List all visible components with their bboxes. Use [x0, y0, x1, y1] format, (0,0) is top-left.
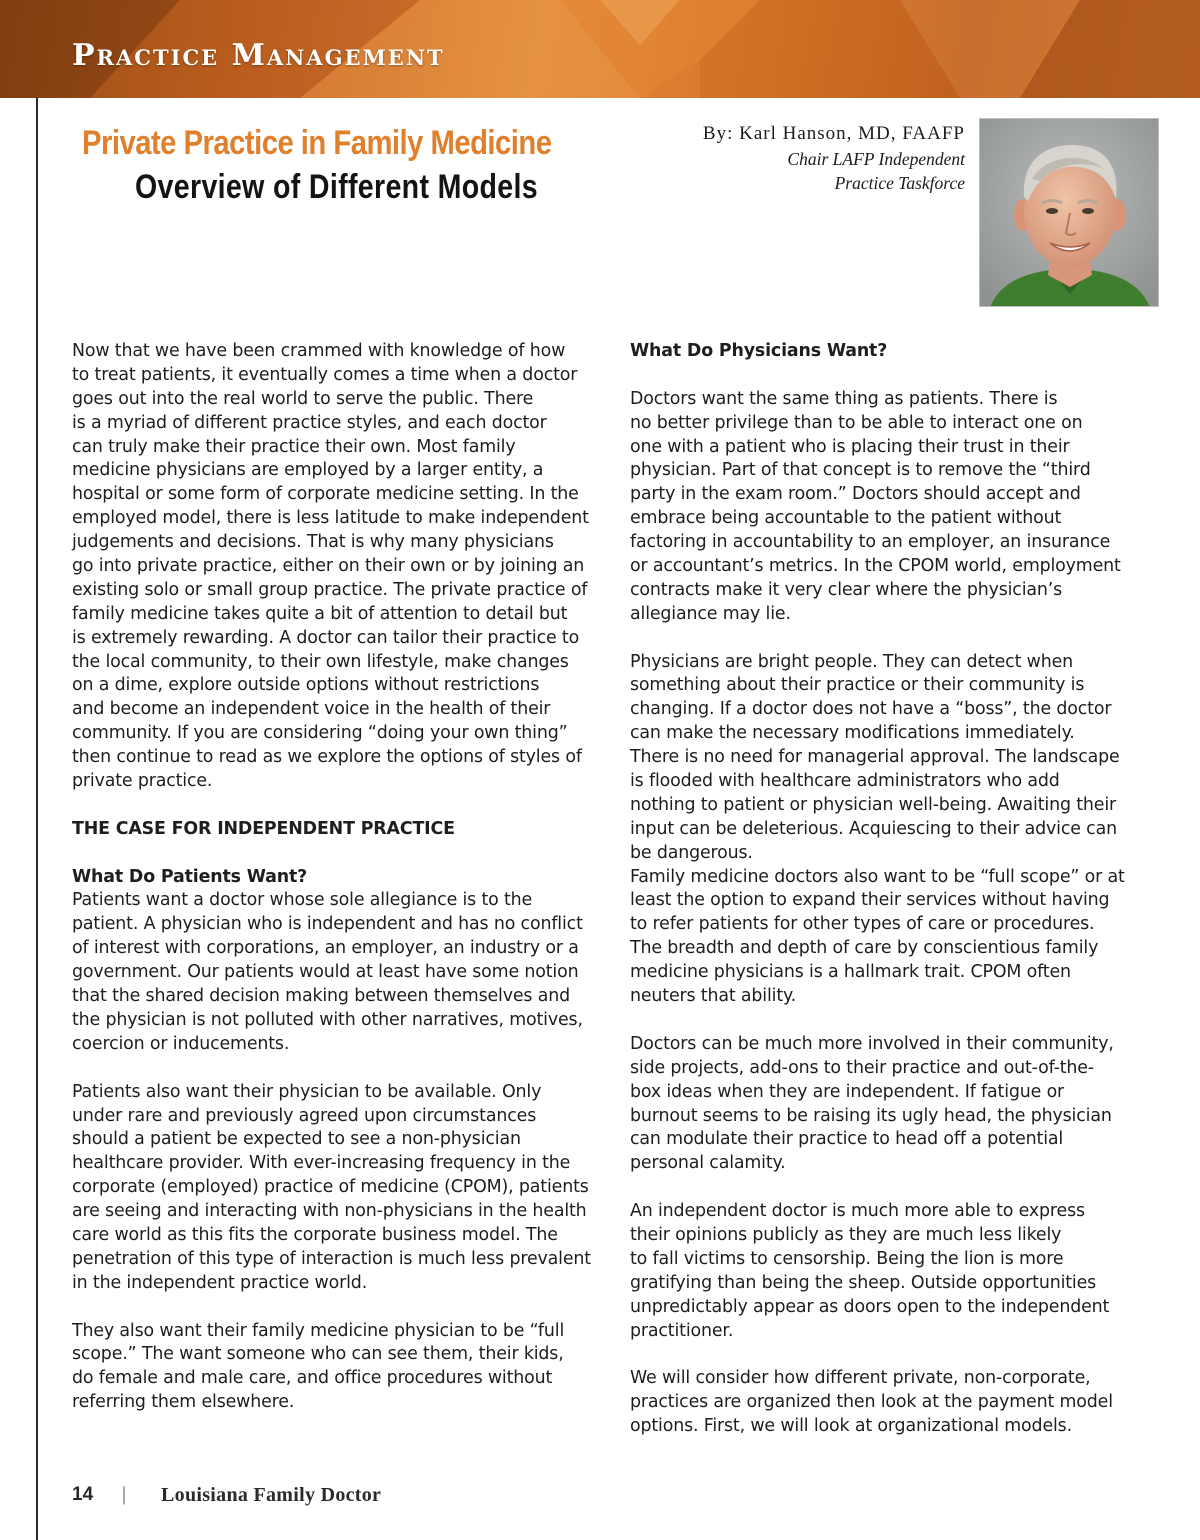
body-text-line: They also want their family medicine physician to be “full [72, 1320, 565, 1341]
body-text-line: practices are organized then look at the payment model [630, 1392, 1113, 1413]
body-text-line: is extremely rewarding. A doctor can tailor their practice to [72, 627, 580, 648]
body-text-line: embrace being accountable to the patient without [630, 508, 1062, 529]
paragraph-gap [630, 627, 1170, 651]
body-text-line: family medicine takes quite a bit of attention to detail but [72, 603, 568, 624]
article-title: Private Practice in Family Medicine [82, 124, 552, 162]
body-text-line: coercion or inducements. [72, 1033, 290, 1054]
body-text-line: to fall victims to censorship. Being the lion is more [630, 1248, 1064, 1269]
body-text-line: and become an independent voice in the health of their [72, 699, 551, 720]
body-text-line: contracts make it very clear where the physician’s [630, 579, 1063, 600]
body-text-line: care world as this fits the corporate business model. The [72, 1224, 558, 1245]
body-text-line: changing. If a doctor does not have a “boss”, the doctor [630, 699, 1112, 720]
body-text-line: side projects, add-ons to their practice and out-of-the- [630, 1057, 1094, 1078]
body-text-line: Physicians are bright people. They can detect when [630, 651, 1074, 672]
body-text-line: neuters that ability. [630, 986, 797, 1007]
paragraph-gap [72, 1296, 612, 1320]
body-text-line: allegiance may lie. [630, 603, 791, 624]
body-text-line: corporate (employed) practice of medicine (CPOM), patients [72, 1177, 589, 1198]
section-heading: THE CASE FOR INDEPENDENT PRACTICE [72, 818, 455, 839]
body-text-line: one with a patient who is placing their trust in their [630, 436, 1070, 457]
body-text-line: factoring in accountability to an employer, an insurance [630, 532, 1111, 553]
body-text-line: unpredictably appear as doors open to the independent [630, 1296, 1110, 1317]
body-text-line: judgements and decisions. That is why many physicians [72, 532, 554, 553]
body-text-line: something about their practice or their community is [630, 675, 1085, 696]
body-text-line: medicine physicians are employed by a larger entity, a [72, 460, 544, 481]
body-text-line: There is no need for managerial approval. The landscape [630, 747, 1120, 768]
body-text-line: Family medicine doctors also want to be “full scope” or at [630, 866, 1125, 887]
body-text-line: no better privilege than to be able to interact one on [630, 412, 1083, 433]
left-margin-rule [36, 98, 38, 1540]
body-text-line: be dangerous. [630, 842, 753, 863]
body-text-line: healthcare provider. With ever-increasing frequency in the [72, 1153, 571, 1174]
body-text-line: Doctors can be much more involved in their community, [630, 1033, 1114, 1054]
body-text-line: patient. A physician who is independent and has no conflict [72, 914, 583, 935]
article-subtitle: Overview of Different Models [135, 168, 538, 206]
body-text-line: to treat patients, it eventually comes a time when a doctor [72, 364, 578, 385]
body-text-line: of interest with corporations, an employer, an industry or a [72, 938, 579, 959]
body-text-line: goes out into the real world to serve the public. There [72, 388, 534, 409]
body-text-line: do female and male care, and office procedures without [72, 1368, 553, 1389]
body-text-line: go into private practice, either on their own or by joining an [72, 556, 585, 577]
body-text-line: employed model, there is less latitude to make independent [72, 508, 589, 529]
body-text-line: their opinions publicly as they are much less likely [630, 1224, 1062, 1245]
body-text-line: can modulate their practice to head off a potential [630, 1129, 1064, 1150]
body-text-line: private practice. [72, 771, 213, 792]
body-text-line: practitioner. [630, 1320, 734, 1341]
body-text-line: existing solo or small group practice. The private practice of [72, 579, 588, 600]
section-banner [0, 0, 1200, 98]
body-text-line: party in the exam room.” Doctors should accept and [630, 484, 1081, 505]
section-heading: What Do Physicians Want? [630, 341, 888, 361]
body-text-line: are seeing and interacting with non-physicians in the health [72, 1201, 587, 1222]
paragraph-gap [630, 1176, 1170, 1200]
body-text-line: should a patient be expected to see a non-physician [72, 1129, 521, 1150]
body-text-line: is a myriad of different practice styles, and each doctor [72, 412, 547, 433]
body-text-line: Patients want a doctor whose sole allegiance is to the [72, 890, 533, 911]
author-role-line-1: Chair LAFP Independent [787, 149, 965, 169]
body-text-line: physician. Part of that concept is to remove the “third [630, 460, 1091, 481]
body-text-line: hospital or some form of corporate medicine setting. In the [72, 484, 579, 505]
body-text-line: government. Our patients would at least have some notion [72, 962, 579, 983]
paragraph-gap [72, 1057, 612, 1081]
section-heading: What Do Patients Want? [72, 866, 308, 887]
body-text-line: Doctors want the same thing as patients. There is [630, 388, 1058, 409]
body-text-line: is flooded with healthcare administrators who add [630, 771, 1060, 792]
body-text-line: The breadth and depth of care by conscientious family [630, 938, 1099, 959]
body-text-line: Patients also want their physician to be available. Only [72, 1081, 542, 1102]
author-name: By: Karl Hanson, MD, FAAFP [702, 123, 965, 144]
section-title: Practice Management [72, 38, 445, 73]
body-text-line: box ideas when they are independent. If fatigue or [630, 1081, 1065, 1102]
body-text-line: that the shared decision making between themselves and [72, 986, 570, 1007]
paragraph-gap [72, 794, 612, 818]
body-text-line: can make the necessary modifications immediately. [630, 723, 1075, 744]
body-text-line: then continue to read as we explore the options of styles of [72, 747, 582, 768]
body-text-line: personal calamity. [630, 1153, 786, 1174]
body-text-line: or accountant’s metrics. In the CPOM world, employment [630, 556, 1121, 577]
body-text-line: to refer patients for other types of care or procedures. [630, 914, 1095, 935]
left-column [72, 340, 612, 1415]
body-text-line: least the option to expand their services without having [630, 890, 1110, 911]
paragraph-gap [630, 364, 1170, 388]
body-text-line: community. If you are considering “doing your own thing” [72, 723, 568, 744]
body-text-line: nothing to patient or physician well-being. Awaiting their [630, 794, 1116, 815]
body-text-line: under rare and previously agreed upon circumstances [72, 1105, 537, 1126]
body-text-line: penetration of this type of interaction is much less prevalent [72, 1248, 591, 1269]
author-role-line-2: Practice Taskforce [834, 173, 965, 193]
publication-name: Louisiana Family Doctor [161, 1484, 382, 1506]
paragraph-gap [630, 1009, 1170, 1033]
body-text-line: on a dime, explore outside options without restrictions [72, 675, 540, 696]
body-text-line: the local community, to their own lifestyle, make changes [72, 651, 569, 672]
body-text-line: An independent doctor is much more able to express [630, 1201, 1085, 1222]
body-text-line: scope.” The want someone who can see them, their kids, [72, 1344, 564, 1365]
author-photo [979, 118, 1159, 307]
page-number: 14 [72, 1484, 94, 1505]
right-column [630, 340, 1170, 1439]
paragraph-gap [72, 842, 612, 866]
body-text-line: gratifying than being the sheep. Outside opportunities [630, 1272, 1097, 1293]
body-text-line: input can be deleterious. Acquiescing to their advice can [630, 818, 1117, 839]
byline [703, 121, 965, 195]
body-text-line: the physician is not polluted with other narratives, motives, [72, 1009, 583, 1030]
body-text-line: in the independent practice world. [72, 1272, 368, 1293]
body-text-line: referring them elsewhere. [72, 1392, 295, 1413]
body-text-line: can truly make their practice their own. Most family [72, 436, 516, 457]
body-text-line: medicine physicians is a hallmark trait. CPOM often [630, 962, 1071, 983]
body-text-line: burnout seems to be raising its ugly head, the physician [630, 1105, 1112, 1126]
body-text-line: Now that we have been crammed with knowledge of how [72, 341, 566, 361]
body-text-line: We will consider how different private, non-corporate, [630, 1368, 1091, 1389]
paragraph-gap [630, 1343, 1170, 1367]
footer-separator: | [122, 1483, 127, 1505]
body-text-line: options. First, we will look at organizational models. [630, 1416, 1072, 1437]
